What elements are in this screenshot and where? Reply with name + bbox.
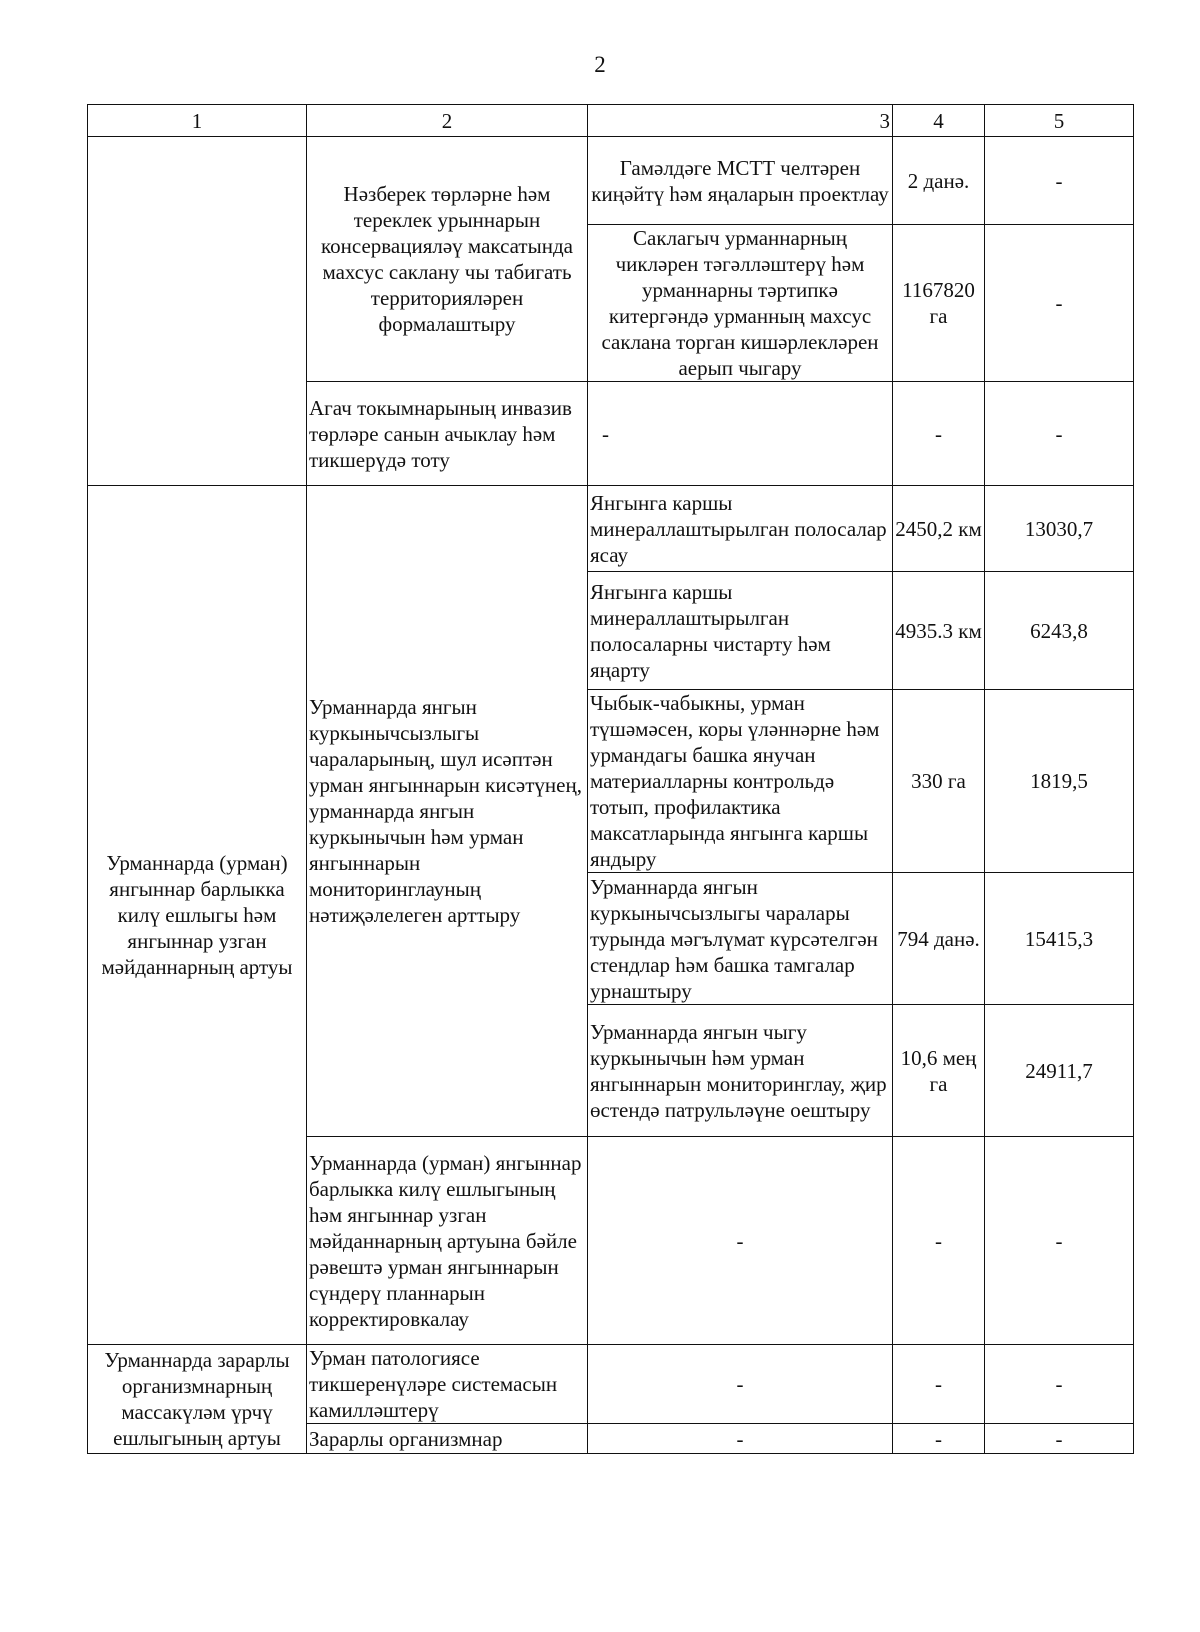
header-cell-4: 4 [893,105,985,137]
table-cell-cost: 1819,5 [985,690,1134,873]
table-row [88,1345,1134,1424]
table-cell-measure: Урман патологиясе тикшеренүләре системасын камилләштерү [307,1345,588,1424]
table-row [88,137,1134,225]
table-row [88,486,1134,572]
table-cell-measure: Урманнарда янгын куркынычсызлыгы чараларының, шул исәптән урман янгыннарын кисәтүнең, урманнарда янгын куркынычын һәм урман янгыннарын мониторинглауның нәтиҗәлелеген арттыру [307,486,588,1137]
table-cell-risk: Урманнарда зарарлы организмнарның массакүләм үрчү ешлыгының артуы [88,1345,307,1454]
table-cell-cost: - [985,382,1134,486]
table-cell-activity: Янгынга каршы минераллаштырылган полосалар ясау [588,486,893,572]
table-cell-volume: - [893,1424,985,1454]
table-cell-cost: 13030,7 [985,486,1134,572]
table-cell-activity: - [588,382,893,486]
table-cell-cost: - [985,137,1134,225]
table-cell-activity: - [588,1345,893,1424]
table-cell-volume: 4935.3 км [893,572,985,690]
table-cell-activity: Янгынга каршы минераллаштырылган полосаларны чистарту һәм яңарту [588,572,893,690]
table-cell-measure: Нәзберек төрләрне һәм тереклек урыннарын консервацияләү максатында махсус саклану чы табигать территорияләрен формалаштыру [307,137,588,382]
table-cell-activity: Урманнарда янгын куркынычсызлыгы чаралары турында мәгълүмат күрсәтелгән стендлар һәм башка тамгалар урнаштыру [588,873,893,1005]
table-cell-measure: Зарарлы организмнар [307,1424,588,1454]
table-cell-cost: 15415,3 [985,873,1134,1005]
header-cell-5: 5 [985,105,1134,137]
header-row [88,105,1134,137]
table-cell-activity: Урманнарда янгын чыгу куркынычын һәм урман янгыннарын мониторинглау, җир өстендә патрульләүне оештыру [588,1005,893,1137]
header-cell-1: 1 [88,105,307,137]
table-cell-activity: - [588,1424,893,1454]
table-cell-volume: - [893,1345,985,1424]
table-cell-cost: 6243,8 [985,572,1134,690]
table-cell-volume: 330 га [893,690,985,873]
table-cell-volume: 1167820 га [893,225,985,382]
table-cell-cost: 24911,7 [985,1005,1134,1137]
table-cell-volume: 2 данә. [893,137,985,225]
table-cell-activity: Чыбык-чабыкны, урман түшәмәсен, коры үләннәрне һәм урмандагы башка янучан материалларны контрольдә тотып, профилактика максатларында янгынга каршы яндыру [588,690,893,873]
table-cell-activity: - [588,1137,893,1345]
table-cell-measure: Агач токымнарының инвазив төрләре санын ачыклау һәм тикшерүдә тоту [307,382,588,486]
header-cell-3: 3 [588,105,893,137]
table-cell-risk: Урманнарда (урман) янгыннар барлыкка килү ешлыгы һәм янгыннар узган мәйданнарның артуы [88,486,307,1345]
table-cell-cost: - [985,1137,1134,1345]
document-table [87,104,1134,1454]
table-cell-volume: 794 данә. [893,873,985,1005]
page-number: 2 [594,52,606,77]
table-cell-cost: - [985,1345,1134,1424]
table-cell-cost: - [985,225,1134,382]
table-cell-volume: - [893,1137,985,1345]
table-cell-volume: - [893,382,985,486]
table-cell-volume: 10,6 мең га [893,1005,985,1137]
table-cell-activity: Саклагыч урманнарның чикләрен тәгәлләштерү һәм урманнарны тәртипкә китергәндә урманның махсус саклана торган кишәрлекләрен аерып чыгару [588,225,893,382]
table-cell-measure: Урманнарда (урман) янгыннар барлыкка килү ешлыгының һәм янгыннар узган мәйданнарның артуына бәйле рәвештә урман янгыннарын сүндерү планнарын корректировкалау [307,1137,588,1345]
table-cell-empty [88,137,307,486]
header-cell-2: 2 [307,105,588,137]
table-cell-volume: 2450,2 км [893,486,985,572]
table-cell-activity: Гамәлдәге МСТТ челтәрен киңәйтү һәм яңаларын проектлау [588,137,893,225]
table-cell-cost: - [985,1424,1134,1454]
